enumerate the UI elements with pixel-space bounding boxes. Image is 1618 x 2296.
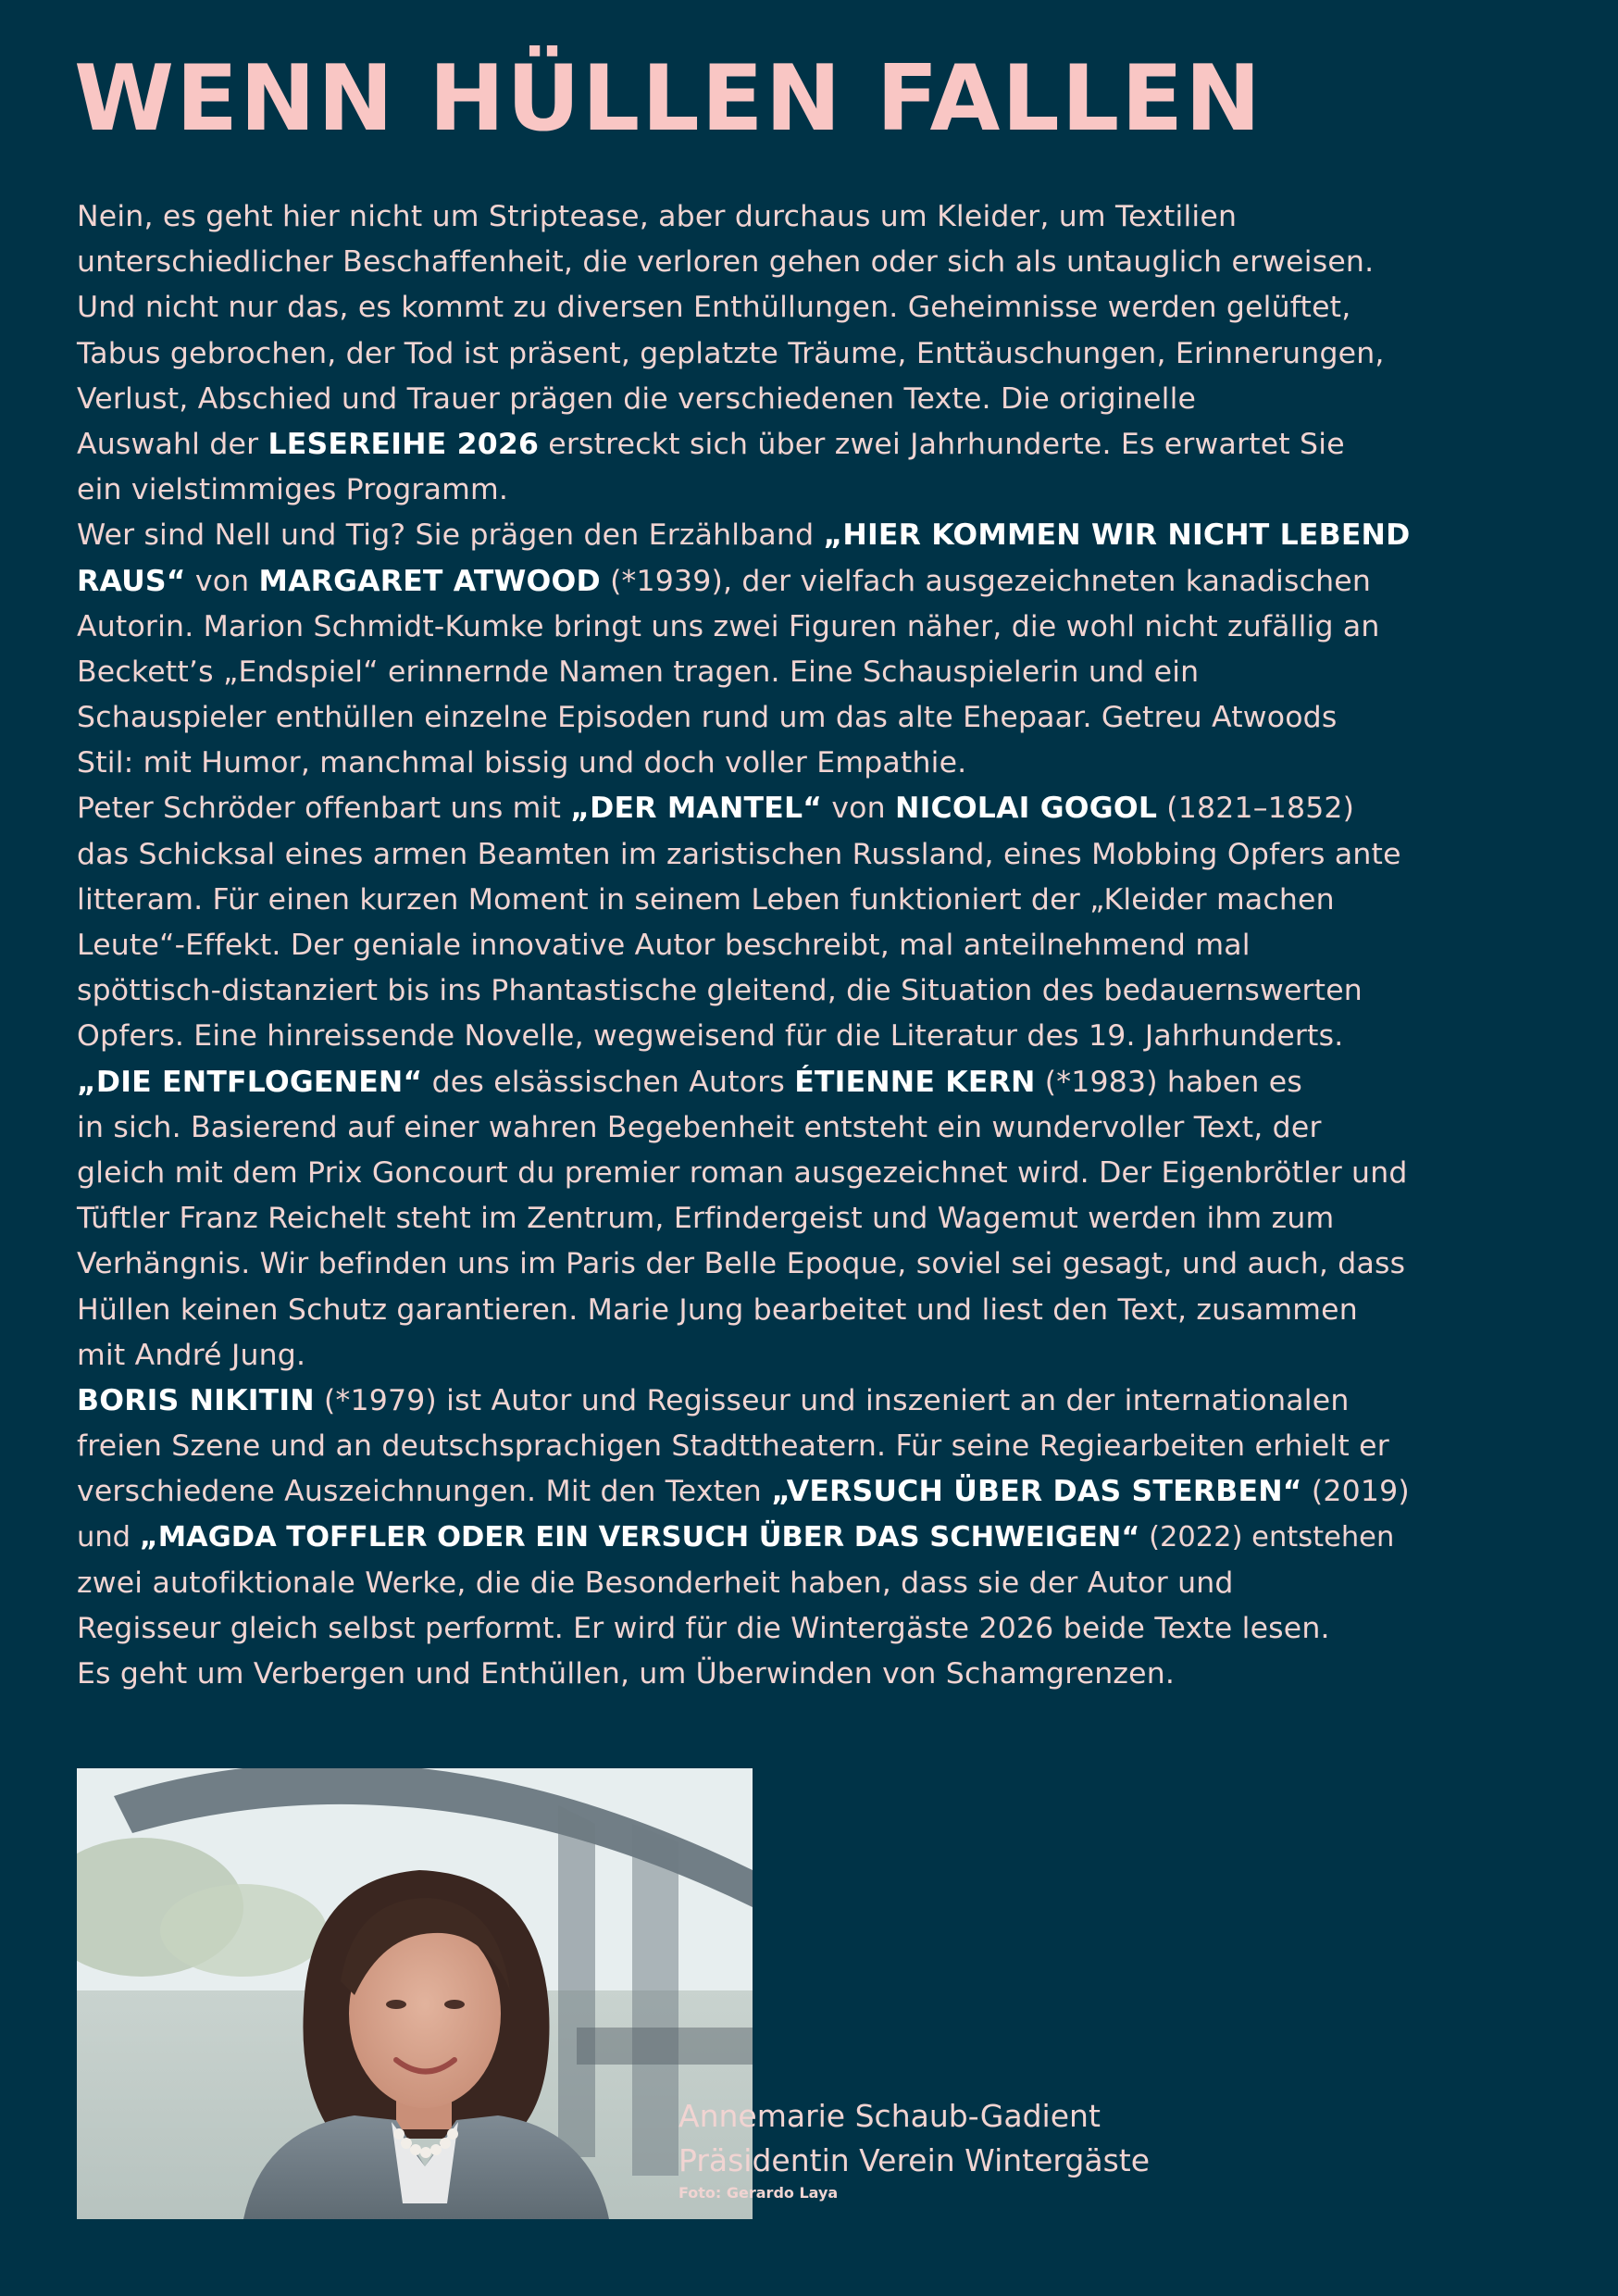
text-run: Beckett’s „Endspiel“ erinnernde Namen tragen. Eine Schauspielerin und ein	[77, 655, 1200, 689]
article-body	[77, 194, 1410, 1697]
bold-text: „MAGDA TOFFLER ODER EIN VERSUCH ÜBER DAS SCHWEIGEN“	[139, 1521, 1140, 1554]
text-line	[77, 1561, 1410, 1606]
text-run: Verhängnis. Wir befinden uns im Paris der Belle Epoque, soviel sei gesagt, und auch, dass	[77, 1247, 1406, 1281]
text-run: Stil: mit Humor, manchmal bissig und doch voller Empathie.	[77, 746, 967, 780]
text-run: erstreckt sich über zwei Jahrhunderte. Es erwartet Sie	[539, 427, 1345, 461]
text-line	[77, 968, 1410, 1014]
text-run: Regisseur gleich selbst performt. Er wird für die Wintergäste 2026 beide Texte lesen.	[77, 1611, 1330, 1645]
bold-text: RAUS“	[77, 564, 186, 598]
text-line	[77, 559, 1410, 605]
text-line	[77, 1060, 1410, 1105]
text-line	[77, 1606, 1410, 1652]
text-line	[77, 377, 1410, 422]
paragraph	[77, 786, 1410, 1059]
text-line	[77, 923, 1410, 968]
text-line	[77, 832, 1410, 878]
text-run: Schauspieler enthüllen einzelne Episoden rund um das alte Ehepaar. Getreu Atwoods	[77, 701, 1338, 735]
text-line	[77, 695, 1410, 741]
text-line	[77, 1014, 1410, 1059]
text-run: von	[185, 564, 259, 598]
text-run: Leute“-Effekt. Der geniale innovative Autor beschreibt, mal anteilnehmend mal	[77, 929, 1251, 962]
text-run: Auswahl der	[77, 427, 268, 461]
text-run: Tabus gebrochen, der Tod ist präsent, geplatzte Träume, Enttäuschungen, Erinnerungen,	[77, 336, 1385, 370]
text-run: (2022) entstehen	[1139, 1521, 1395, 1554]
text-run: (2019)	[1301, 1475, 1410, 1509]
bold-text: BORIS NIKITIN	[77, 1383, 315, 1417]
text-run: Hüllen keinen Schutz garantieren. Marie Jung bearbeitet und liest den Text, zusammen	[77, 1292, 1358, 1327]
text-line	[77, 422, 1410, 468]
text-run: gleich mit dem Prix Goncourt du premier roman ausgezeichnet wird. Der Eigenbrötler und	[77, 1155, 1408, 1190]
text-run: (*1979) ist Autor und Regisseur und inszeniert an der internationalen	[314, 1383, 1350, 1417]
paragraph	[77, 513, 1410, 786]
text-line	[77, 1196, 1410, 1242]
bold-text: „DIE ENTFLOGENEN“	[77, 1065, 423, 1099]
text-run: Und nicht nur das, es kommt zu diversen Enthüllungen. Geheimnisse werden gelüftet,	[77, 291, 1351, 325]
text-run: Opfers. Eine hinreissende Novelle, wegweisend für die Literatur des 19. Jahrhunderts.	[77, 1019, 1344, 1054]
text-run: ein vielstimmiges Programm.	[77, 473, 509, 507]
text-run: Verlust, Abschied und Trauer prägen die verschiedenen Texte. Die originelle	[77, 381, 1197, 416]
text-run: Nein, es geht hier nicht um Striptease, aber durchaus um Kleider, um Textilien	[77, 200, 1238, 233]
paragraph	[77, 194, 1410, 513]
bold-text: „DER MANTEL“	[570, 792, 823, 826]
portrait-photo	[77, 1768, 753, 2219]
text-run: spöttisch-distanziert bis ins Phantastische gleitend, die Situation des bedauernswerten	[77, 974, 1363, 1008]
text-line	[77, 786, 1410, 831]
text-run: zwei autofiktionale Werke, die die Besonderheit haben, dass sie der Autor und	[77, 1566, 1234, 1600]
text-line	[77, 878, 1410, 923]
text-line	[77, 285, 1410, 331]
bold-text: LESEREIHE 2026	[268, 427, 540, 461]
text-run: (*1983) haben es	[1035, 1065, 1302, 1099]
text-run: Wer sind Nell und Tig? Sie prägen den Erzählband	[77, 518, 824, 553]
text-run: freien Szene und an deutschsprachigen Stadttheatern. Für seine Regiearbeiten erhielt er	[77, 1429, 1389, 1464]
text-line	[77, 194, 1410, 240]
bold-text: „VERSUCH ÜBER DAS STERBEN“	[771, 1475, 1302, 1509]
paragraph	[77, 1060, 1410, 1379]
text-run: das Schicksal eines armen Beamten im zaristischen Russland, eines Mobbing Opfers ante	[77, 837, 1401, 871]
text-run: und	[77, 1521, 140, 1554]
text-line	[77, 1242, 1410, 1287]
text-line	[77, 1424, 1410, 1469]
bold-text: MARGARET ATWOOD	[258, 564, 601, 598]
text-line	[77, 1151, 1410, 1196]
text-run: litteram. Für einen kurzen Moment in seinem Leben funktioniert der „Kleider machen	[77, 882, 1335, 917]
text-run: Peter Schröder offenbart uns mit	[77, 792, 571, 826]
text-line	[77, 240, 1410, 285]
text-run: verschiedene Auszeichnungen. Mit den Texten	[77, 1475, 772, 1509]
text-line	[77, 1288, 1410, 1333]
text-run: (1821–1852)	[1157, 792, 1355, 826]
text-line	[77, 1105, 1410, 1151]
text-line	[77, 650, 1410, 695]
text-line	[77, 331, 1410, 377]
paragraph	[77, 1379, 1410, 1697]
text-run: Autorin. Marion Schmidt-Kumke bringt uns zwei Figuren näher, die wohl nicht zufällig an	[77, 609, 1380, 643]
bold-text: ÉTIENNE KERN	[794, 1065, 1036, 1099]
text-run: Tüftler Franz Reichelt steht im Zentrum, Erfindergeist und Wagemut werden ihm zum	[77, 1202, 1335, 1236]
text-line	[77, 605, 1410, 650]
text-run: (*1939), der vielfach ausgezeichneten kanadischen	[600, 564, 1372, 598]
text-run: Es geht um Verbergen und Enthüllen, um Überwinden von Schamgrenzen.	[77, 1657, 1176, 1691]
headline: WENN HÜLLEN FALLEN	[74, 46, 1263, 152]
text-line	[77, 468, 1410, 513]
text-run: unterschiedlicher Beschaffenheit, die verloren gehen oder sich als untauglich erweisen.	[77, 245, 1375, 280]
text-run: in sich. Basierend auf einer wahren Begebenheit entsteht ein wundervoller Text, der	[77, 1110, 1322, 1144]
text-run: von	[822, 792, 896, 826]
text-line	[77, 1515, 1410, 1560]
text-run: mit André Jung.	[77, 1338, 306, 1372]
text-run: des elsässischen Autors	[422, 1065, 795, 1099]
text-line	[77, 1379, 1410, 1424]
text-line	[77, 741, 1410, 786]
text-line	[77, 1469, 1410, 1515]
text-line	[77, 513, 1410, 558]
caption-role: Präsidentin Verein Wintergäste	[678, 2142, 1151, 2178]
text-line	[77, 1333, 1410, 1379]
caption-name: Annemarie Schaub-Gadient	[678, 2098, 1101, 2134]
photo-credit: Foto: Gerardo Laya	[678, 2184, 839, 2202]
bold-text: NICOLAI GOGOL	[895, 792, 1158, 826]
photo-caption	[678, 2094, 1150, 2203]
text-line	[77, 1652, 1410, 1697]
bold-text: „HIER KOMMEN WIR NICHT LEBEND	[823, 518, 1411, 553]
